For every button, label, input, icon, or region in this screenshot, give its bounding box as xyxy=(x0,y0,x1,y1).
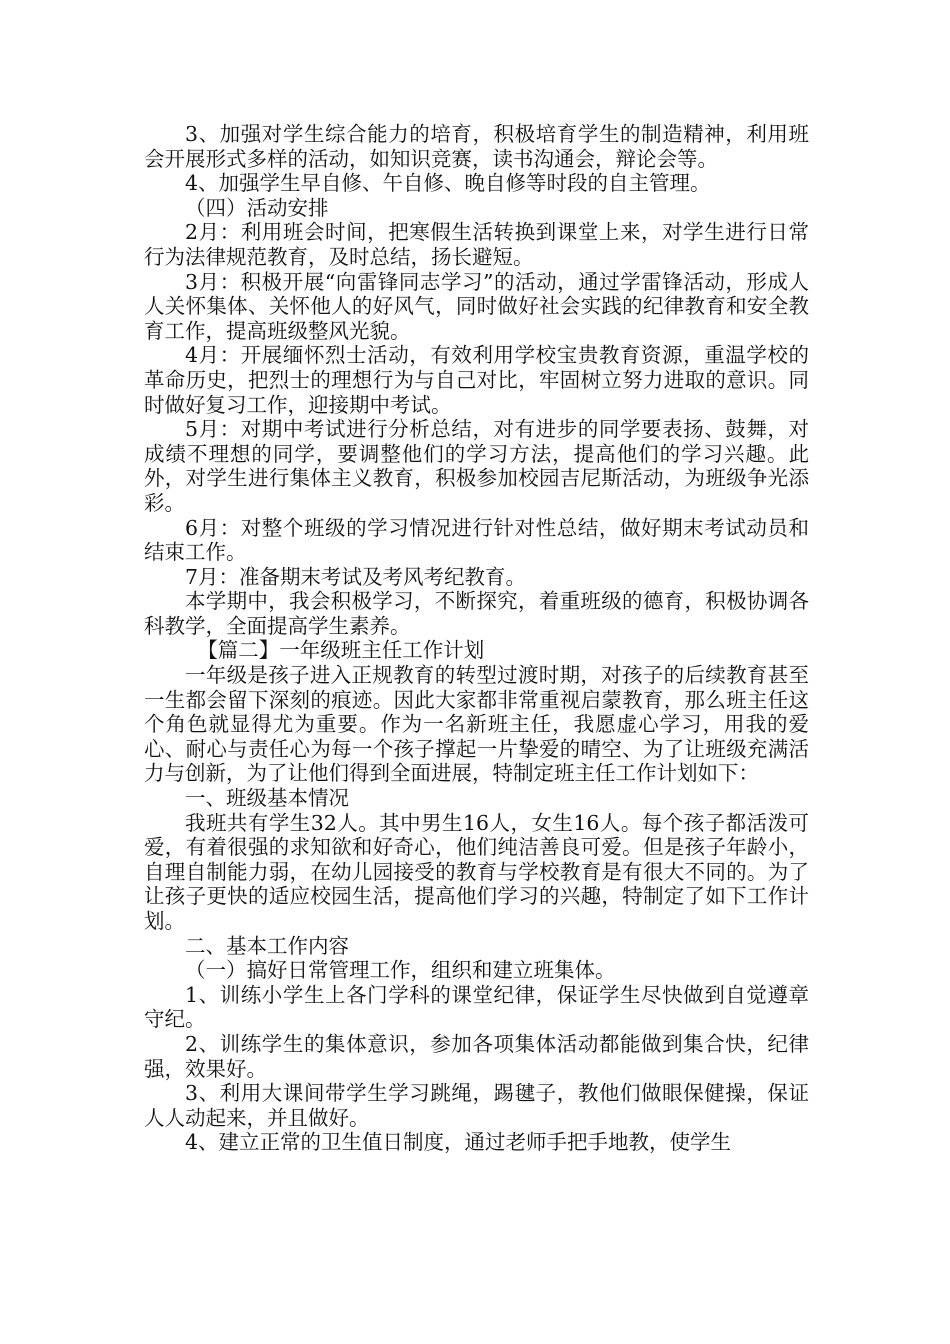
paragraph: 6月：对整个班级的学习情况进行针对性总结，做好期末考试动员和结束工作。 xyxy=(144,515,809,565)
paragraph: 5月：对期中考试进行分析总结，对有进步的同学要表扬、鼓舞，对成绩不理想的同学，要调整他们的学习方法，提高他们的学习兴趣。此外，对学生进行集体主义教育，积极参加校园吉尼斯活动，为班级争光添彩。 xyxy=(144,417,809,515)
paragraph: 2月：利用班会时间，把寒假生活转换到课堂上来，对学生进行日常行为法律规范教育，及时总结，扬长避短。 xyxy=(144,220,809,269)
paragraph: 2、训练学生的集体意识，参加各项集体活动都能做到集合快，纪律强，效果好。 xyxy=(144,1031,809,1081)
section-heading: 一、班级基本情况 xyxy=(185,786,349,811)
paragraph: 3、加强对学生综合能力的培育，积极培育学生的制造精神，利用班会开展形式多样的活动，如知识竞赛，读书沟通会，辩论会等。 xyxy=(144,122,809,171)
paragraph: 我班共有学生32人。其中男生16人，女生16人。每个孩子都活泼可爱，有着很强的求知欲和好奇心，他们纯洁善良可爱。但是孩子年龄小，自理自制能力弱，在幼儿园接受的教育与学校教育是有很大不同的。为了让孩子更快的适应校园生活，提高他们学习的兴趣，特制定了如下工作计划。 xyxy=(144,810,809,933)
section-heading: （四）活动安排 xyxy=(185,195,329,220)
paragraph: 7月：准备期末考试及考风考纪教育。 xyxy=(185,564,527,589)
paragraph: 本学期中，我会积极学习，不断探究，着重班级的德育，积极协调各科教学，全面提高学生素养。 xyxy=(144,589,809,638)
paragraph: 3月：积极开展“向雷锋同志学习”的活动，通过学雷锋活动，形成人人关怀集体、关怀他人的好风气，同时做好社会实践的纪律教育和安全教育工作，提高班级整风光貌。 xyxy=(144,269,809,343)
section-heading: （一）搞好日常管理工作，组织和建立班集体。 xyxy=(185,958,616,983)
paragraph: 一年级是孩子进入正规教育的转型过渡时期，对孩子的后续教育甚至一生都会留下深刻的痕迹。因此大家都非常重视启蒙教育，那么班主任这个角色就显得尤为重要。作为一名新班主任，我愿虚心学习，用我的爱心、耐心与责任心为每一个孩子撑起一片挚爱的晴空、为了让班级充满活力与创新，为了让他们得到全面进展，特制定班主任工作计划如下： xyxy=(144,663,809,786)
document-title: 【篇二】一年级班主任工作计划 xyxy=(197,638,485,663)
section-heading: 二、基本工作内容 xyxy=(185,933,349,958)
paragraph: 1、训练小学生上各门学科的课堂纪律，保证学生尽快做到自觉遵章守纪。 xyxy=(144,982,809,1032)
paragraph: 4、建立正常的卫生值日制度，通过老师手把手地教，使学生 xyxy=(185,1130,732,1155)
document-body xyxy=(144,122,809,1155)
paragraph: 4月：开展缅怀烈士活动，有效利用学校宝贵教育资源，重温学校的革命历史，把烈士的理想行为与自己对比，牢固树立努力进取的意识。同时做好复习工作，迎接期中考试。 xyxy=(144,343,809,417)
paragraph: 4、加强学生早自修、午自修、晚自修等时段的自主管理。 xyxy=(185,171,711,196)
paragraph: 3、利用大课间带学生学习跳绳，踢毽子，教他们做眼保健操，保证人人动起来，并且做好。 xyxy=(144,1081,809,1130)
